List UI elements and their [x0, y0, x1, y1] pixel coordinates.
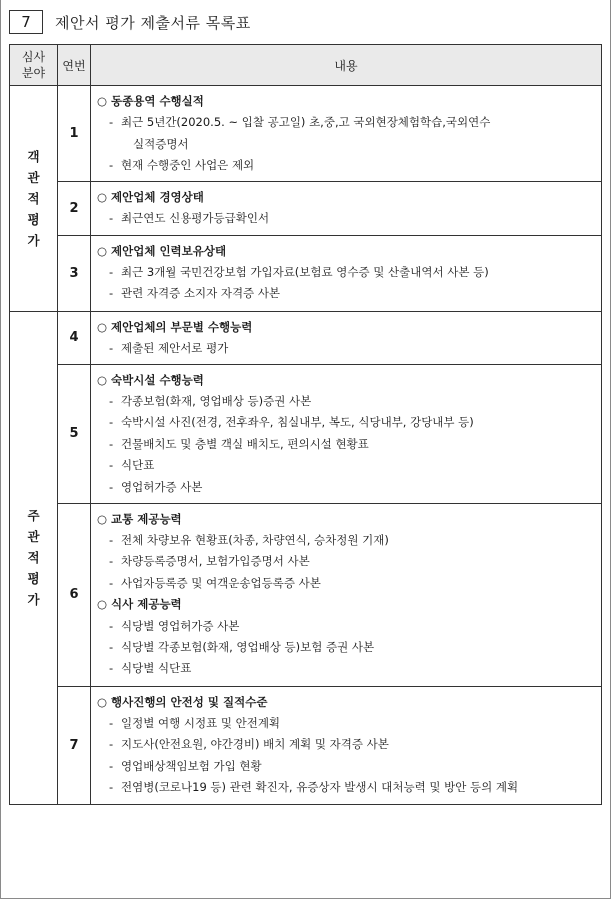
evaluation-area-cell	[10, 86, 58, 312]
dash-bullet-icon: -	[109, 575, 114, 590]
dash-bullet-icon: -	[109, 716, 114, 731]
serial-number-cell: 2	[58, 181, 91, 235]
evaluation-area-char: 객	[27, 148, 40, 164]
content-cell	[91, 364, 602, 503]
item-title: 제안업체의 부문별 수행능력	[111, 319, 253, 334]
document-title	[9, 10, 251, 34]
dash-bullet-icon: -	[109, 618, 114, 633]
dash-bullet-icon: -	[109, 554, 114, 569]
item-title: 교통 제공능력	[111, 511, 182, 526]
header-area-line: 분야	[21, 66, 46, 80]
evaluation-area-char: 관	[27, 169, 40, 185]
evaluation-area-char: 가	[27, 592, 40, 608]
header-content: 내용	[91, 45, 602, 86]
bullet-item	[97, 573, 601, 594]
dash-bullet-icon: -	[109, 780, 114, 795]
dash-bullet-icon: -	[109, 640, 114, 655]
dash-bullet-icon: -	[109, 415, 114, 430]
header-area-line: 심사	[21, 50, 46, 64]
serial-number-cell: 5	[58, 364, 91, 503]
item-heading	[97, 187, 601, 208]
section-number-box: 7	[9, 10, 43, 34]
dash-bullet-icon: -	[109, 758, 114, 773]
bullet-item	[97, 283, 601, 304]
header-no: 연번	[58, 45, 91, 86]
bullet-item	[97, 530, 601, 551]
bullet-text: 식당별 각종보험(화재, 영업배상 등)보험 증권 사본	[121, 640, 375, 655]
item-heading	[97, 594, 601, 615]
item-title: 제안업체 인력보유상태	[111, 243, 227, 258]
bullet-item	[97, 734, 601, 755]
dash-bullet-icon: -	[109, 737, 114, 752]
content-cell	[91, 311, 602, 364]
item-heading	[97, 317, 601, 338]
dash-bullet-icon: -	[109, 458, 114, 473]
bullet-text: 사업자등록증 및 여객운송업등록증 사본	[121, 575, 321, 590]
content-cell	[91, 686, 602, 804]
evaluation-area-char: 관	[27, 529, 40, 545]
serial-number-cell: 7	[58, 686, 91, 804]
bullet-text: 각종보험(화재, 영업배상 등)증권 사본	[121, 394, 312, 409]
bullet-text: 최근 5년간(2020.5. ~ 입찰 공고일) 초,중,고 국외현장체험학습,국외연수	[121, 115, 491, 130]
bullet-text: 숙박시설 사진(전경, 전후좌우, 침실내부, 복도, 식당내부, 강당내부 등)	[121, 415, 474, 430]
bullet-text: 일정별 여행 시정표 및 안전계획	[121, 716, 281, 731]
dash-bullet-icon: -	[109, 211, 114, 226]
bullet-text: 제출된 제안서로 평가	[121, 341, 229, 356]
bullet-text: 차량등록증명서, 보험가입증명서 사본	[121, 554, 310, 569]
header-area	[10, 45, 58, 86]
bullet-text: 지도사(안전요원, 야간경비) 배치 계획 및 자격증 사본	[121, 737, 389, 752]
bullet-text: 최근 3개월 국민건강보험 가입자료(보험료 영수증 및 산출내역서 사본 등)	[121, 265, 489, 280]
serial-number-cell: 6	[58, 503, 91, 686]
item-title: 식사 제공능력	[111, 597, 182, 612]
bullet-item	[97, 262, 601, 283]
bullet-text: 건물배치도 및 층별 객실 배치도, 편의시설 현황표	[121, 436, 369, 451]
serial-number-cell: 3	[58, 235, 91, 311]
serial-number-cell: 1	[58, 86, 91, 182]
evaluation-area-char: 적	[27, 190, 40, 206]
evaluation-area-char: 적	[27, 550, 40, 566]
bullet-item	[97, 155, 601, 176]
bullet-item	[97, 658, 601, 679]
bullet-item	[97, 391, 601, 412]
bullet-item	[97, 208, 601, 229]
circle-bullet-icon: ○	[97, 511, 108, 526]
item-heading	[97, 91, 601, 112]
document-list-table	[9, 44, 602, 805]
item-title: 동종용역 수행실적	[111, 94, 204, 108]
table-row	[10, 311, 602, 364]
bullet-item	[97, 477, 601, 498]
bullet-item	[97, 551, 601, 572]
table-row	[10, 686, 602, 804]
content-cell	[91, 503, 602, 686]
bullet-continuation: 실적증명서	[133, 136, 189, 151]
document-title-text: 제안서 평가 제출서류 목록표	[55, 13, 251, 32]
item-heading	[97, 509, 601, 530]
circle-bullet-icon: ○	[97, 189, 108, 204]
content-cell	[91, 86, 602, 182]
item-heading	[97, 692, 601, 713]
bullet-text: 전체 차량보유 현황표(차종, 차량연식, 승차정원 기재)	[121, 533, 389, 548]
bullet-item	[97, 637, 601, 658]
table-row	[10, 503, 602, 686]
dash-bullet-icon: -	[109, 115, 114, 130]
table-row	[10, 181, 602, 235]
table-row	[10, 235, 602, 311]
bullet-text: 영업배상책임보험 가입 현황	[121, 758, 262, 773]
bullet-text: 식당별 영업허가증 사본	[121, 618, 240, 633]
bullet-text: 식단표	[121, 458, 155, 473]
item-title: 숙박시설 수행능력	[111, 372, 204, 387]
item-title: 제안업체 경영상태	[111, 189, 204, 204]
bullet-text: 최근연도 신용평가등급확인서	[121, 211, 270, 226]
bullet-text: 전염병(코로나19 등) 관련 확진자, 유증상자 발생시 대처능력 및 방안 등의 계획	[121, 780, 519, 795]
circle-bullet-icon: ○	[97, 243, 108, 258]
item-heading	[97, 241, 601, 262]
dash-bullet-icon: -	[109, 265, 114, 280]
item-heading	[97, 370, 601, 391]
circle-bullet-icon: ○	[97, 694, 108, 709]
table-row	[10, 364, 602, 503]
bullet-text: 영업허가증 사본	[121, 479, 203, 494]
table-header-row	[10, 45, 602, 86]
table-row	[10, 86, 602, 182]
dash-bullet-icon: -	[109, 341, 114, 356]
dash-bullet-icon: -	[109, 158, 114, 173]
circle-bullet-icon: ○	[97, 597, 108, 612]
dash-bullet-icon: -	[109, 533, 114, 548]
item-title: 행사진행의 안전성 및 질적수준	[111, 694, 268, 709]
bullet-item	[97, 412, 601, 433]
serial-number-cell: 4	[58, 311, 91, 364]
bullet-item	[97, 434, 601, 455]
dash-bullet-icon: -	[109, 479, 114, 494]
bullet-item	[97, 756, 601, 777]
dash-bullet-icon: -	[109, 394, 114, 409]
dash-bullet-icon: -	[109, 286, 114, 301]
bullet-item	[97, 713, 601, 734]
bullet-item	[97, 616, 601, 637]
bullet-text: 식당별 식단표	[121, 661, 192, 676]
evaluation-area-char: 평	[27, 571, 40, 587]
bullet-text: 관련 자격증 소지자 자격증 사본	[121, 286, 281, 301]
bullet-item	[97, 112, 601, 155]
evaluation-area-char: 주	[27, 508, 40, 524]
bullet-item	[97, 777, 601, 798]
circle-bullet-icon: ○	[97, 372, 108, 387]
circle-bullet-icon: ○	[97, 94, 108, 108]
content-cell	[91, 235, 602, 311]
evaluation-area-char: 평	[27, 211, 40, 227]
bullet-item	[97, 338, 601, 359]
content-cell	[91, 181, 602, 235]
circle-bullet-icon: ○	[97, 319, 108, 334]
bullet-text: 현재 수행중인 사업은 제외	[121, 158, 255, 173]
evaluation-area-char: 가	[27, 232, 40, 248]
dash-bullet-icon: -	[109, 436, 114, 451]
dash-bullet-icon: -	[109, 661, 114, 676]
evaluation-area-cell	[10, 311, 58, 804]
bullet-item	[97, 455, 601, 476]
